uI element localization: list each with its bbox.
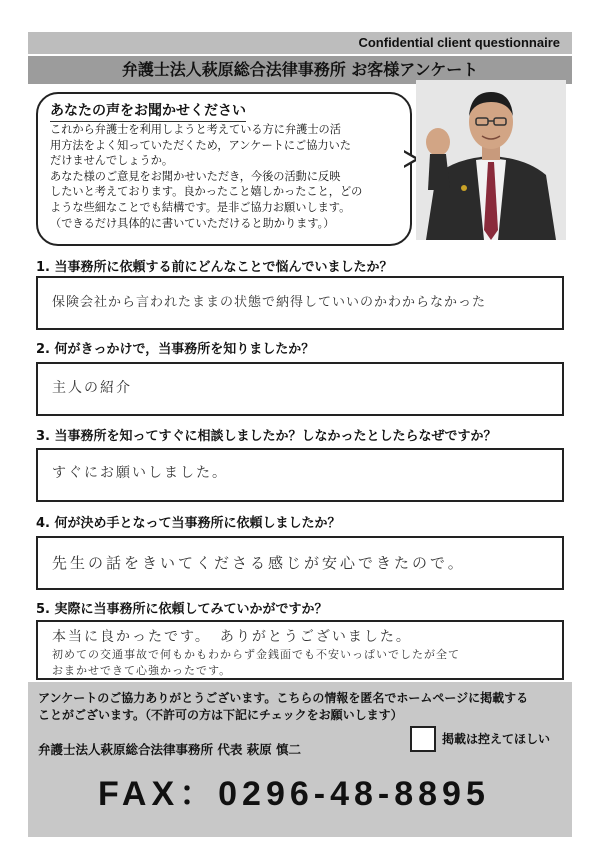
answer-5-line: 本当に良かったです。 ありがとうございました。 [52, 629, 412, 645]
firm-representative: 弁護士法人萩原総合法律事務所 代表 萩原 慎二 [38, 742, 302, 757]
question-5-label: 5. 実際に当事務所に依頼してみていかがですか？ [36, 602, 328, 617]
intro-body [50, 122, 400, 231]
answer-1-box [36, 276, 564, 330]
header-subtitle: Confidential client questionnaire [358, 35, 560, 50]
answer-4-box [36, 536, 564, 590]
answer-3-text: すぐにお願いしました。 [52, 465, 228, 481]
fax-number: FAX：0296-48-8895 [98, 775, 490, 813]
no-publish-checkbox[interactable] [410, 726, 436, 752]
answer-4-text: 先生の話をきいてくださる感じが安心できたので。 [52, 554, 466, 572]
publication-note-line: ことがございます。（不許可の方は下記にチェックをお願いします） [38, 708, 403, 722]
intro-line: （できるだけ具体的に書いていただけると助かります。） [50, 216, 335, 230]
publication-note-line: アンケートのご協力ありがとうございます。こちらの情報を匿名でホームページに掲載する [38, 691, 529, 705]
answer-3-box [36, 448, 564, 502]
no-publish-label: 掲載は控えてほしい [442, 732, 551, 746]
answer-2-box [36, 362, 564, 416]
intro-speech-bubble [36, 92, 412, 246]
intro-line: あなた様のご意見をお聞かせいただき，今後の活動に反映 [50, 169, 341, 183]
intro-heading: あなたの声をお聞かせください [50, 100, 246, 122]
answer-5-line: おまかせできて心強かったです。 [52, 664, 232, 677]
question-1-label: 1. 当事務所に依頼する前にどんなことで悩んでいましたか？ [36, 260, 393, 275]
answer-5-line: 初めての交通事故で何もかもわからず金銭面でも不安いっぱいでしたが全て [52, 648, 460, 661]
answer-1-text: 保険会社から言われたままの状態で納得していいのかわからなかった [52, 295, 487, 310]
speech-tail-inner [403, 152, 415, 166]
intro-line: これから弁護士を利用しようと考えている方に弁護士の活 [50, 123, 341, 136]
question-4-label: 4. 何が決め手となって当事務所に依頼しましたか？ [36, 516, 341, 531]
question-2-label: 2. 何がきっかけで，当事務所を知りましたか？ [36, 342, 315, 357]
intro-line: ような些細なことでも結構です。是非ご協力お願いします。 [50, 200, 351, 214]
publication-note [38, 690, 568, 724]
question-3-label: 3. 当事務所を知ってすぐに相談しましたか？しなかったとしたらなぜですか？ [36, 429, 497, 444]
answer-5-box [36, 620, 564, 680]
lawyer-photo [416, 80, 566, 240]
footer-panel [28, 682, 572, 837]
header-subtitle-bar [28, 32, 572, 54]
intro-line: したいと考えております。良かったこと嬉しかったこと，どの [50, 185, 363, 199]
intro-line: 用方法をよく知っていただくため，アンケートにご協力いた [50, 138, 351, 152]
intro-line: だけませんでしょうか。 [50, 154, 174, 168]
page-title: 弁護士法人萩原総合法律事務所 お客様アンケート [28, 56, 572, 84]
answer-2-text: 主人の紹介 [52, 380, 132, 396]
